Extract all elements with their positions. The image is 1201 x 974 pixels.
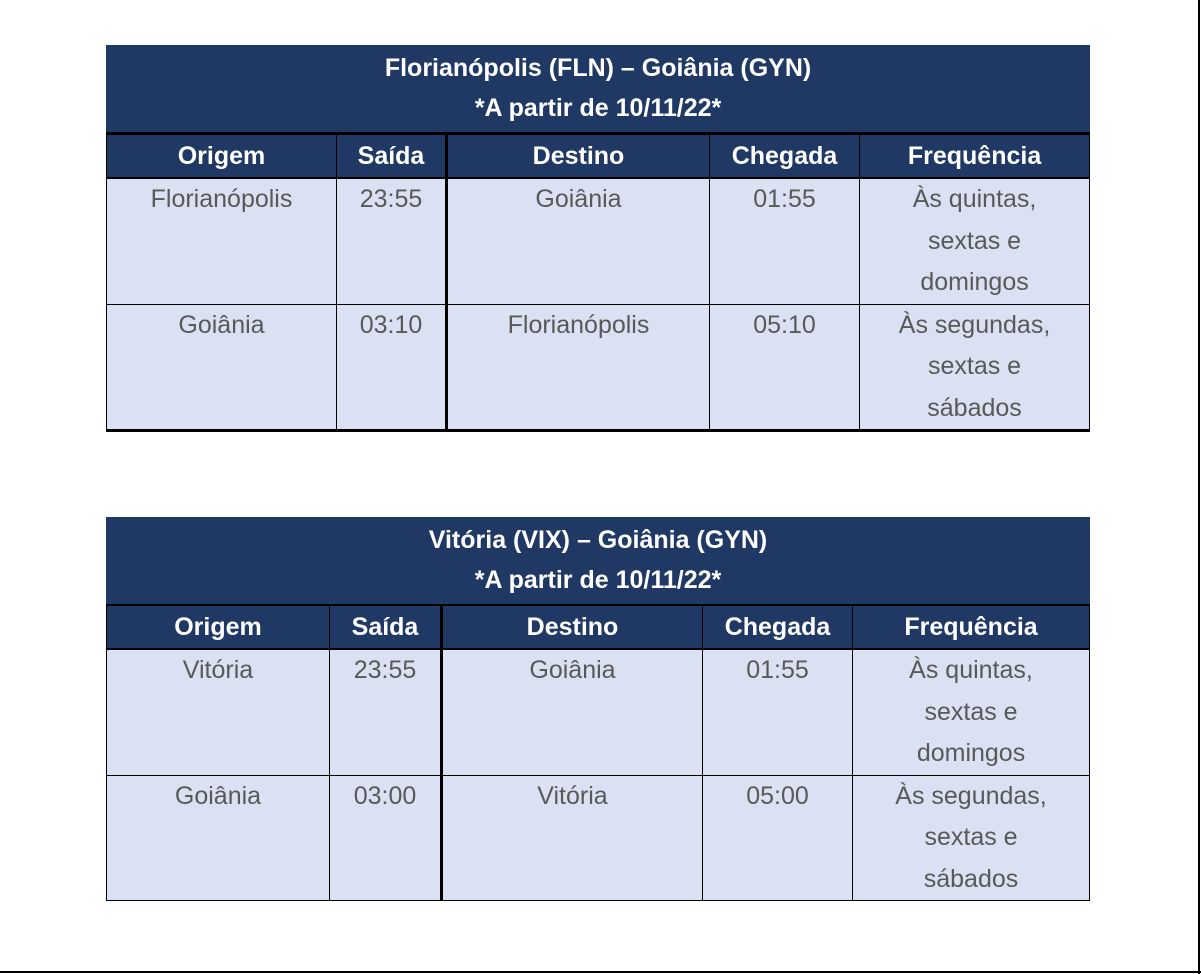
frequencia-line: domingos (916, 739, 1026, 767)
cell-chegada: 01:55 (703, 649, 853, 775)
table-row (107, 775, 1090, 901)
frequencia-line: Às segundas, (898, 310, 1051, 339)
cell-saida: 03:00 (330, 775, 442, 901)
column-header-saida: Saída (337, 134, 447, 179)
cell-frequencia (853, 649, 1090, 775)
column-header-saida: Saída (330, 605, 442, 649)
cell-origem: Vitória (107, 649, 330, 775)
effective-date: *A partir de 10/11/22* (474, 566, 722, 594)
cell-frequencia (860, 304, 1090, 431)
table-row (107, 304, 1090, 431)
table-row (107, 649, 1090, 775)
column-header-origem: Origem (107, 134, 337, 179)
frequencia-line: sextas e (924, 823, 1018, 851)
frequencia-line: Às quintas, (909, 656, 1033, 684)
cell-frequencia (860, 178, 1090, 304)
table-title-row (107, 518, 1090, 606)
effective-date: *A partir de 10/11/22* (474, 94, 722, 122)
cell-chegada: 01:55 (710, 178, 860, 304)
cell-chegada: 05:10 (710, 304, 860, 431)
flight-schedule-table-fln-gyn (106, 45, 1090, 432)
cell-saida: 23:55 (330, 649, 442, 775)
table-title-row (107, 46, 1090, 134)
frequencia-line: sextas e (924, 697, 1018, 726)
cell-frequencia (853, 775, 1090, 901)
cell-saida: 03:10 (337, 304, 447, 431)
route-title: Vitória (VIX) – Goiânia (GYN) (428, 526, 768, 554)
flight-schedule-table-vix-gyn (106, 517, 1090, 901)
column-header-frequencia: Frequência (853, 605, 1090, 649)
frequencia-line: domingos (920, 268, 1029, 296)
cell-origem: Goiânia (107, 775, 330, 901)
table-header-row (107, 134, 1090, 179)
frequencia-line: sábados (927, 393, 1022, 422)
table-row (107, 178, 1090, 304)
cell-destino: Vitória (442, 775, 703, 901)
frequencia-line: sextas e (927, 226, 1022, 255)
column-header-destino: Destino (442, 605, 703, 649)
column-header-destino: Destino (447, 134, 710, 179)
cell-chegada: 05:00 (703, 775, 853, 901)
column-header-chegada: Chegada (703, 605, 853, 649)
frequencia-line: sábados (923, 864, 1019, 893)
column-header-frequencia: Frequência (860, 134, 1090, 179)
column-header-chegada: Chegada (710, 134, 860, 179)
cell-origem: Florianópolis (107, 178, 337, 304)
cell-destino: Goiânia (442, 649, 703, 775)
frequencia-line: Às segundas, (895, 781, 1047, 810)
cell-saida: 23:55 (337, 178, 447, 304)
table-title-cell (107, 46, 1090, 134)
column-header-origem: Origem (107, 605, 330, 649)
cell-origem: Goiânia (107, 304, 337, 431)
frequencia-line: Às quintas, (912, 185, 1037, 213)
cell-destino: Florianópolis (447, 304, 710, 431)
table-title-cell (107, 518, 1090, 606)
page-border-bottom (0, 971, 1201, 973)
table-header-row (107, 605, 1090, 649)
route-title: Florianópolis (FLN) – Goiânia (GYN) (384, 54, 812, 82)
frequencia-line: sextas e (927, 352, 1022, 380)
cell-destino: Goiânia (447, 178, 710, 304)
page-border-right (1198, 0, 1200, 974)
